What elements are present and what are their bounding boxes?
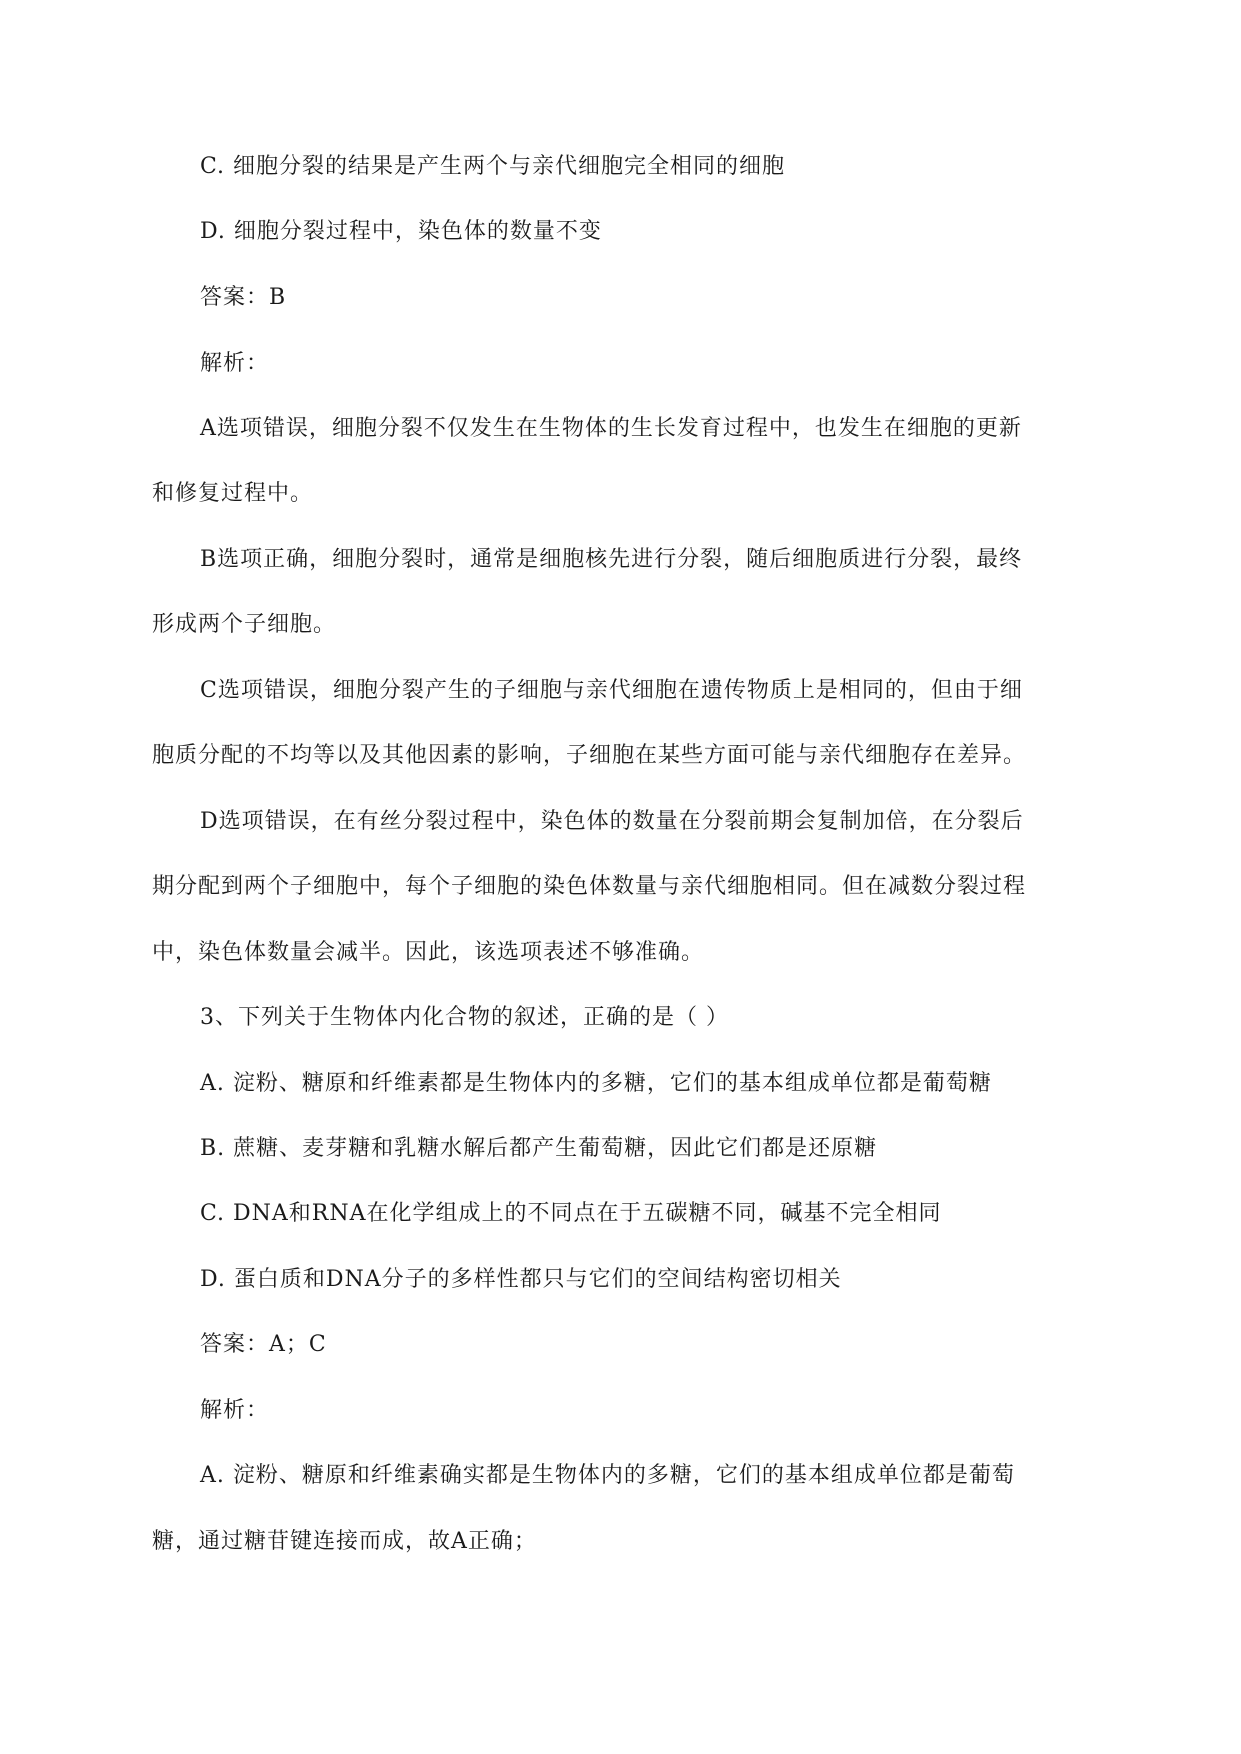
question-3-answer: 答案：A；C [200, 1332, 327, 1357]
question-3-option-c: C. DNA和RNA在化学组成上的不同点在于五碳糖不同，碱基不完全相同 [200, 1201, 942, 1226]
analysis-d-line-3: 中，染色体数量会减半。因此，该选项表述不够准确。 [152, 940, 705, 965]
analysis-a-line-1: A选项错误，细胞分裂不仅发生在生物体的生长发育过程中，也发生在细胞的更新 [200, 416, 1022, 441]
analysis-c-line-1: C选项错误，细胞分裂产生的子细胞与亲代细胞在遗传物质上是相同的，但由于细 [200, 678, 1023, 703]
question-3-option-b: B. 蔗糖、麦芽糖和乳糖水解后都产生葡萄糖，因此它们都是还原糖 [200, 1136, 878, 1161]
question-3-analysis-heading: 解析： [200, 1398, 270, 1423]
option-c-text: C. 细胞分裂的结果是产生两个与亲代细胞完全相同的细胞 [200, 154, 786, 179]
analysis-heading: 解析： [200, 351, 270, 376]
option-d-text: D. 细胞分裂过程中，染色体的数量不变 [200, 219, 602, 244]
analysis-b-line-1: B选项正确，细胞分裂时，通常是细胞核先进行分裂，随后细胞质进行分裂，最终 [200, 547, 1023, 572]
analysis-a-line-2: 和修复过程中。 [152, 481, 314, 506]
question-3-option-d: D. 蛋白质和DNA分子的多样性都只与它们的空间结构密切相关 [200, 1267, 842, 1292]
analysis-c-line-2: 胞质分配的不均等以及其他因素的影响，子细胞在某些方面可能与亲代细胞存在差异。 [152, 743, 1027, 768]
question-3-analysis-a-line-1: A. 淀粉、糖原和纤维素确实都是生物体内的多糖，它们的基本组成单位都是葡萄 [200, 1463, 1015, 1488]
analysis-d-line-1: D选项错误，在有丝分裂过程中，染色体的数量在分裂前期会复制加倍，在分裂后 [200, 809, 1024, 834]
question-3-option-a: A. 淀粉、糖原和纤维素都是生物体内的多糖，它们的基本组成单位都是葡萄糖 [200, 1071, 992, 1096]
answer-line: 答案：B [200, 285, 287, 310]
analysis-b-line-2: 形成两个子细胞。 [152, 612, 337, 637]
question-3-analysis-a-line-2: 糖，通过糖苷键连接而成，故A正确； [152, 1529, 537, 1554]
analysis-d-line-2: 期分配到两个子细胞中，每个子细胞的染色体数量与亲代细胞相同。但在减数分裂过程 [152, 874, 1027, 899]
question-3-stem: 3、下列关于生物体内化合物的叙述，正确的是（ ） [200, 1005, 729, 1030]
